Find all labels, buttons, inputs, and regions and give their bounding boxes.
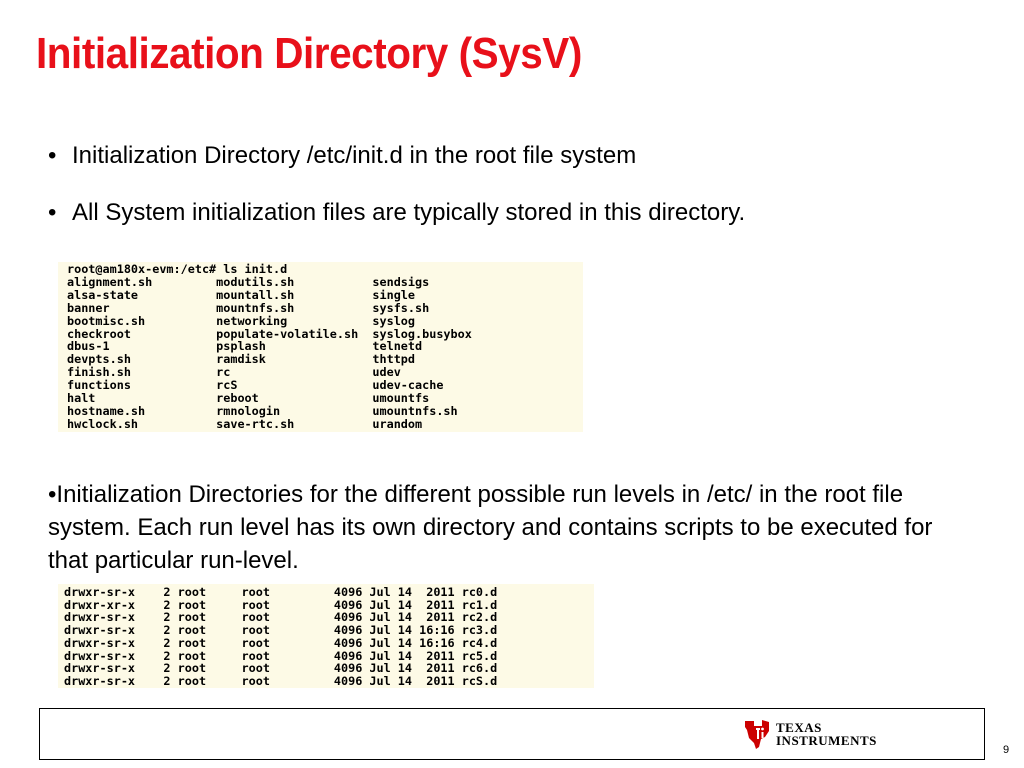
terminal-line: root@am180x-evm:/etc# ls init.d xyxy=(67,262,288,276)
terminal-line: alignment.sh modutils.sh sendsigs xyxy=(67,274,430,289)
terminal-line: drwxr-sr-x 2 root root 4096 Jul 14 2011 rc6.d xyxy=(64,661,498,676)
terminal-line: banner mountnfs.sh sysfs.sh xyxy=(67,300,430,315)
terminal-line: drwxr-sr-x 2 root root 4096 Jul 14 2011 rc2.d xyxy=(64,610,498,625)
terminal-line: alsa-state mountall.sh single xyxy=(67,287,416,302)
terminal-line: functions rcS udev-cache xyxy=(67,378,444,393)
terminal-line: checkroot populate-volatile.sh syslog.busybox xyxy=(67,326,472,341)
page-number: 9 xyxy=(1003,744,1010,756)
terminal-line: drwxr-sr-x 2 root root 4096 Jul 14 16:16 rc3.d xyxy=(64,623,498,638)
terminal-line: bootmisc.sh networking syslog xyxy=(67,313,416,328)
logo-line-texas: TEXAS xyxy=(776,720,822,735)
bullet-text: Initialization Directory /etc/init.d in the root file system xyxy=(72,142,637,169)
runlevel-paragraph: •Initialization Directories for the different possible run levels in /etc/ in the root file system. Each run level has its own directory and contains scripts to be executed for that particular run-level. xyxy=(48,481,933,574)
terminal-line: finish.sh rc udev xyxy=(67,365,401,380)
terminal-line: drwxr-sr-x 2 root root 4096 Jul 14 2011 rcS.d xyxy=(64,673,498,688)
bullet-marker: • xyxy=(48,142,57,169)
logo-wordmark xyxy=(776,721,877,747)
terminal-line: hostname.sh rmnologin umountnfs.sh xyxy=(67,403,458,418)
bullet-text: All System initialization files are typically stored in this directory. xyxy=(72,199,746,226)
terminal-line: hwclock.sh save-rtc.sh urandom xyxy=(67,416,423,431)
terminal-screenshot-rc-dirs xyxy=(58,584,594,688)
bullet-item xyxy=(48,198,745,228)
texas-instruments-logo-icon xyxy=(742,717,772,751)
terminal-line: halt reboot umountfs xyxy=(67,391,430,406)
texas-instruments-logo xyxy=(742,716,877,752)
terminal-line: drwxr-sr-x 2 root root 4096 Jul 14 2011 rc0.d xyxy=(64,585,498,599)
logo-line-instruments: INSTRUMENTS xyxy=(776,733,877,748)
bullet-item xyxy=(48,141,636,171)
bullet-marker: • xyxy=(48,199,57,226)
terminal-line: devpts.sh ramdisk thttpd xyxy=(67,352,416,367)
slide-title: Initialization Directory (SysV) xyxy=(36,29,582,78)
terminal-line: drwxr-sr-x 2 root root 4096 Jul 14 16:16 rc4.d xyxy=(64,635,498,650)
terminal-line: dbus-1 psplash telnetd xyxy=(67,339,423,354)
terminal-line: drwxr-sr-x 2 root root 4096 Jul 14 2011 rc5.d xyxy=(64,648,498,663)
terminal-line: drwxr-xr-x 2 root root 4096 Jul 14 2011 rc1.d xyxy=(64,597,498,612)
terminal-screenshot-init-d xyxy=(58,262,583,432)
